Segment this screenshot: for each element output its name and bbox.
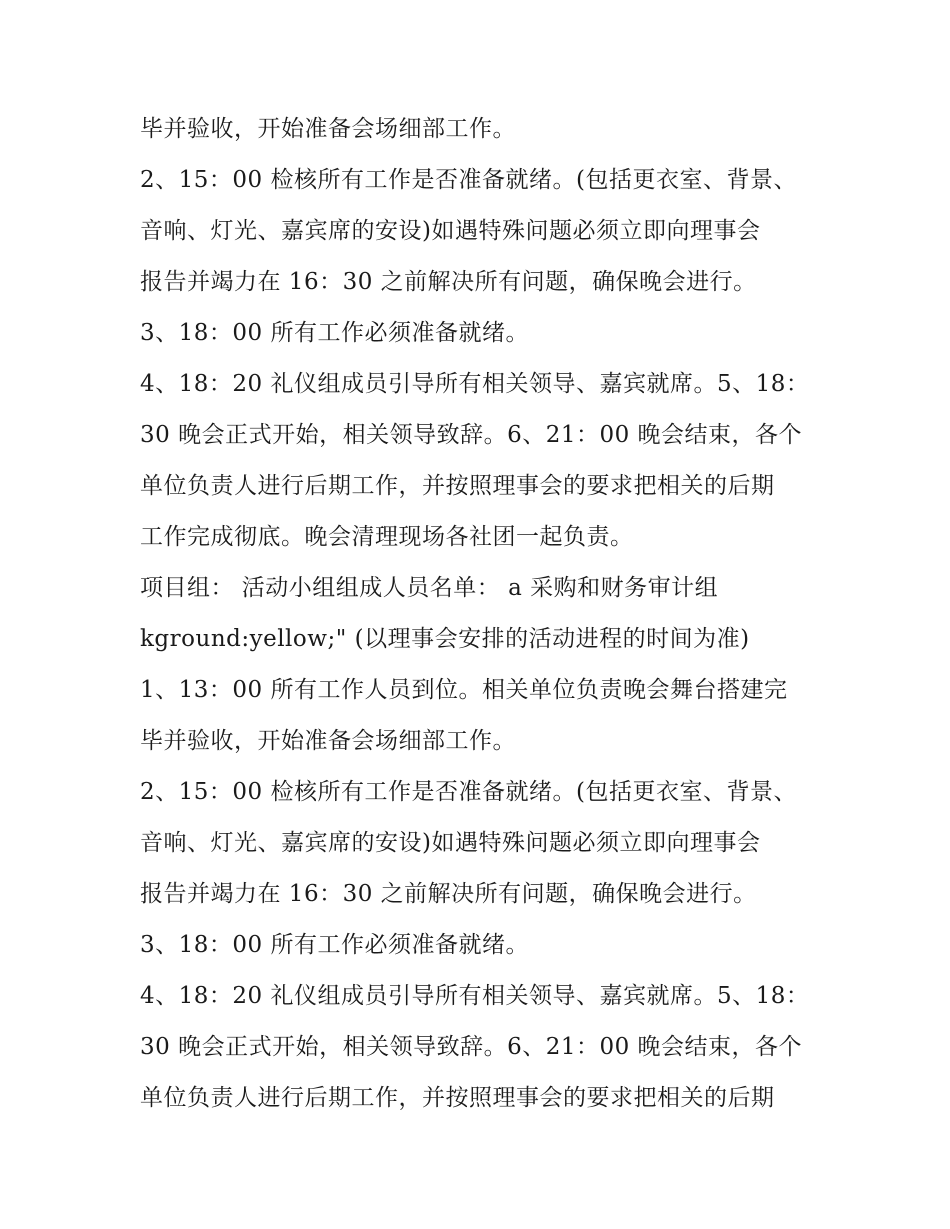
text-line: 1、13：00 所有工作人员到位。相关单位负责晚会舞台搭建完 [140,677,788,703]
text-line: 3、18：00 所有工作必须准备就绪。 [140,320,529,346]
text-line: 30 晚会正式开始，相关领导致辞。6、21：00 晚会结束，各个 [140,422,803,448]
text-line: 2、15：00 检核所有工作是否准备就绪。(包括更衣室、背景、 [140,167,797,193]
text-line: 毕并验收，开始准备会场细部工作。 [140,728,516,754]
text-line: 30 晚会正式开始，相关领导致辞。6、21：00 晚会结束，各个 [140,1034,803,1060]
text-line: 单位负责人进行后期工作，并按照理事会的要求把相关的后期 [140,473,775,499]
document-body [140,104,840,1124]
text-line: 工作完成彻底。晚会清理现场各社团一起负责。 [140,524,634,550]
text-line: 单位负责人进行后期工作，并按照理事会的要求把相关的后期 [140,1085,775,1111]
text-line: 2、15：00 检核所有工作是否准备就绪。(包括更衣室、背景、 [140,779,797,805]
text-line: 4、18：20 礼仪组成员引导所有相关领导、嘉宾就席。5、18： [140,983,810,1009]
text-line: 项目组： 活动小组组成人员名单： a 采购和财务审计组 [140,575,719,601]
text-line: kground:yellow;" (以理事会安排的活动进程的时间为准) [140,626,750,652]
text-line: 报告并竭力在 16：30 之前解决所有问题，确保晚会进行。 [140,881,757,907]
text-line: 报告并竭力在 16：30 之前解决所有问题，确保晚会进行。 [140,269,757,295]
text-line: 音响、灯光、嘉宾席的安设)如遇特殊问题必须立即向理事会 [140,830,761,856]
text-line: 4、18：20 礼仪组成员引导所有相关领导、嘉宾就席。5、18： [140,371,810,397]
text-line: 3、18：00 所有工作必须准备就绪。 [140,932,529,958]
text-line: 音响、灯光、嘉宾席的安设)如遇特殊问题必须立即向理事会 [140,218,761,244]
text-line: 毕并验收，开始准备会场细部工作。 [140,116,516,142]
